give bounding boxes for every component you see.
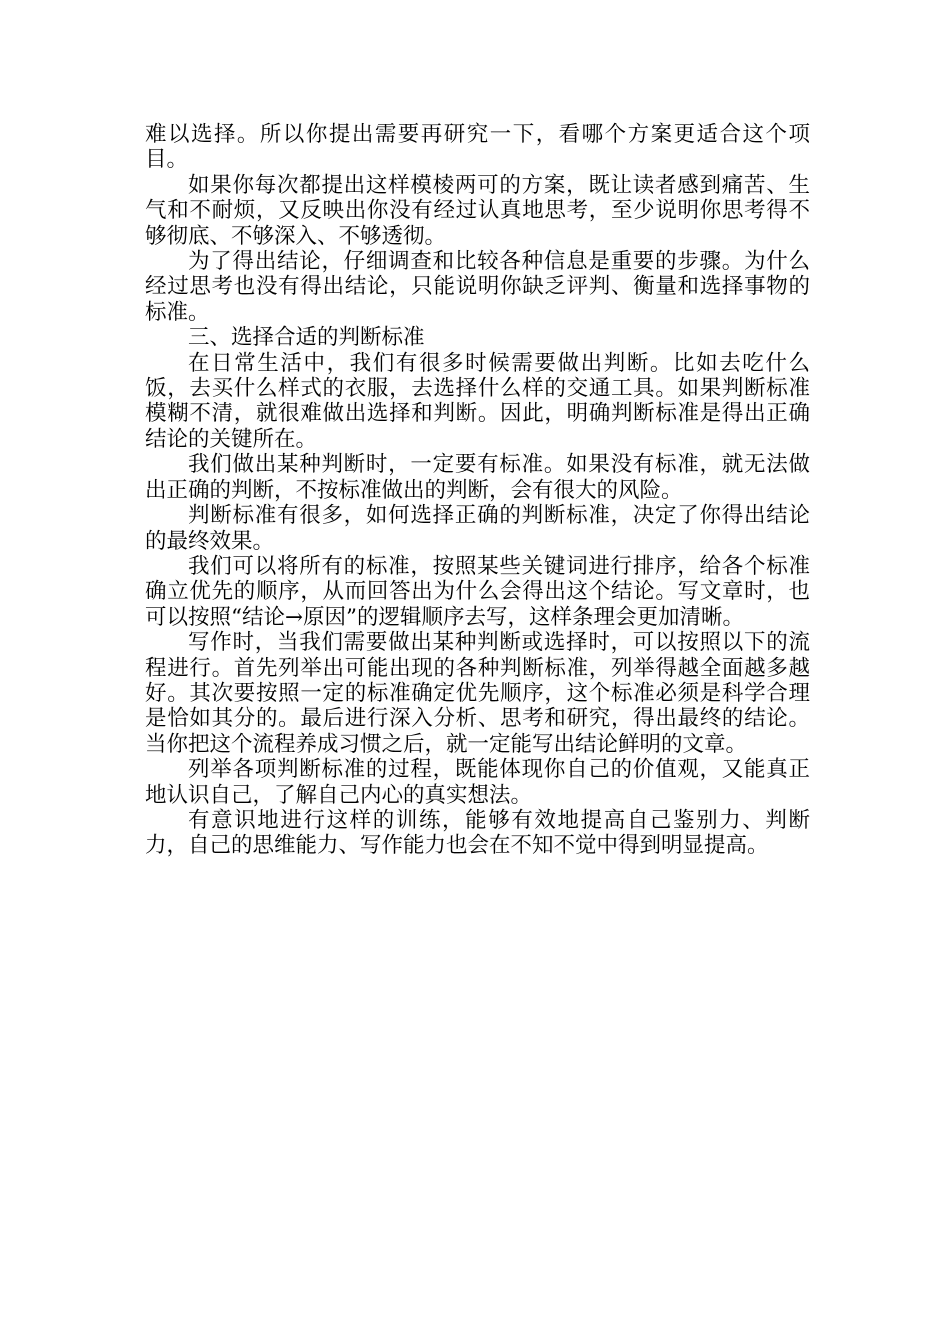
paragraph-continuation: 难以选择。所以你提出需要再研究一下，看哪个方案更适合这个项目。 — [145, 122, 810, 173]
paragraph: 我们做出某种判断时，一定要有标准。如果没有标准，就无法做出正确的判断，不按标准做出的判断，会有很大的风险。 — [145, 452, 810, 503]
paragraph: 在日常生活中，我们有很多时候需要做出判断。比如去吃什么饭，去买什么样式的衣服，去选择什么样的交通工具。如果判断标准模糊不清，就很难做出选择和判断。因此，明确判断标准是得出正确结论的关键所在。 — [145, 350, 810, 452]
paragraph: 我们可以将所有的标准，按照某些关键词进行排序，给各个标准确立优先的顺序，从而回答出为什么会得出这个结论。写文章时，也可以按照“结论→原因”的逻辑顺序去写，这样条理会更加清晰。 — [145, 553, 810, 630]
paragraph: 列举各项判断标准的过程，既能体现你自己的价值观，又能真正地认识自己，了解自己内心的真实想法。 — [145, 757, 810, 808]
paragraph: 写作时，当我们需要做出某种判断或选择时，可以按照以下的流程进行。首先列举出可能出现的各种判断标准，列举得越全面越多越好。其次要按照一定的标准确定优先顺序，这个标准必须是科学合理是恰如其分的。最后进行深入分析、思考和研究，得出最终的结论。当你把这个流程养成习惯之后，就一定能写出结论鲜明的文章。 — [145, 630, 810, 757]
document-body — [145, 122, 810, 859]
paragraph: 如果你每次都提出这样模棱两可的方案，既让读者感到痛苦、生气和不耐烦，又反映出你没有经过认真地思考，至少说明你思考得不够彻底、不够深入、不够透彻。 — [145, 172, 810, 249]
paragraph: 有意识地进行这样的训练，能够有效地提高自己鉴别力、判断力，自己的思维能力、写作能力也会在不知不觉中得到明显提高。 — [145, 807, 810, 859]
section-heading: 三、选择合适的判断标准 — [188, 325, 425, 351]
paragraph: 为了得出结论，仔细调查和比较各种信息是重要的步骤。为什么经过思考也没有得出结论，只能说明你缺乏评判、衡量和选择事物的标准。 — [145, 249, 810, 325]
paragraph: 判断标准有很多，如何选择正确的判断标准，决定了你得出结论的最终效果。 — [145, 503, 810, 554]
